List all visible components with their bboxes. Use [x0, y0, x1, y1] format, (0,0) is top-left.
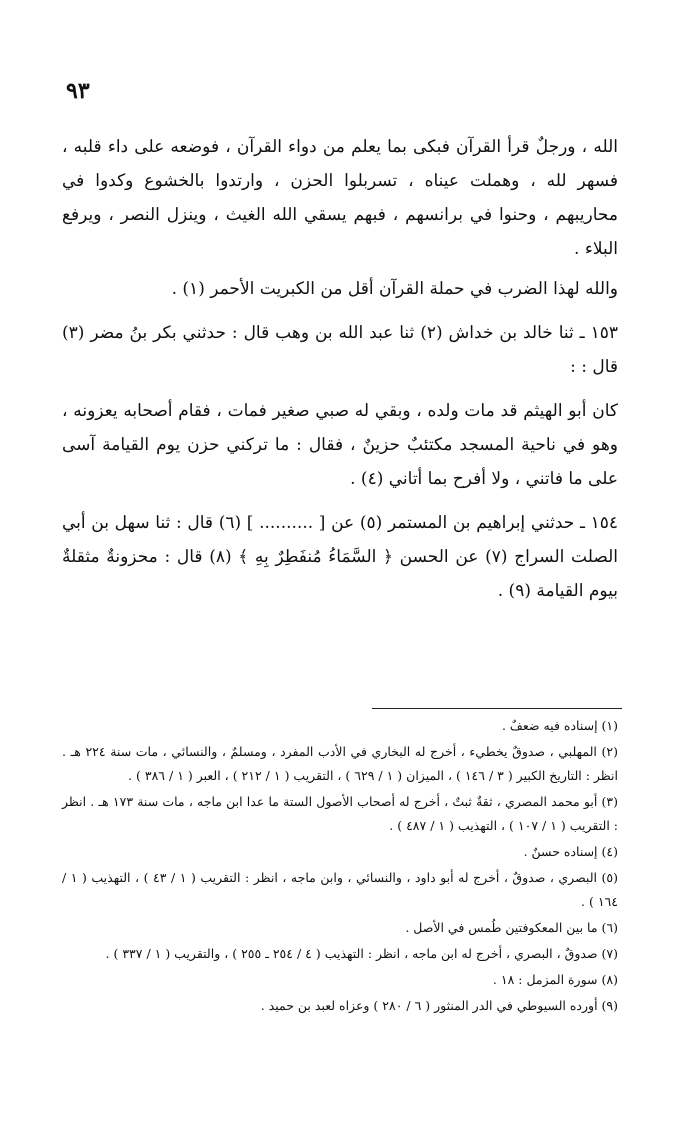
main-text	[62, 130, 618, 614]
footnote-1: (١) إسناده فيه ضعفٌ .	[501, 718, 618, 733]
page-number: ٩٣	[66, 78, 90, 104]
footnote-8: (٨) سورة المزمل : ١٨ .	[492, 972, 618, 987]
footnote-6: (٦) ما بين المعكوفتين طُمس في الأصل .	[405, 920, 618, 935]
paragraph-abu-al-haytham: كان أبو الهيثم قد مات ولده ، وبقي له صبي صغير فمات ، فقام أصحابه يعزونه ، وهو في ناحية المسجد مكتئبٌ حزينٌ ، فقال : ما تركني حزن يوم القيامة آسى على ما فاتني ، ولا أفرح بما أتاني (٤) .	[62, 401, 618, 489]
footnote-5: (٥) البصري ، صدوقٌ ، أخرج له أبو داود ، والنسائي ، وابن ماجه ، انظر : التقريب ( ١ / ٤٣ ) ، التهذيب ( ١ / ١٦٤ ) .	[62, 870, 618, 909]
hadith-153: ١٥٣ ـ ثنا خالد بن خداش (٢) ثنا عبد الله بن وهب قال : حدثني بكر بنُ مضر (٣) قال : :	[62, 323, 618, 377]
footnote-3: (٣) أبو محمد المصري ، ثقةٌ ثبتٌ ، أخرج له أصحاب الأصول الستة ما عدا ابن ماجه ، مات سنة ١٧٣ هـ . انظر : التقريب ( ١ / ١٠٧ ) ، التهذيب ( ١ / ٤٨٧ ) .	[62, 794, 618, 833]
hadith-154: ١٥٤ ـ حدثني إبراهيم بن المستمر (٥) عن [ .......... ] (٦) قال : ثنا سهل بن أبي الصلت السراج (٧) عن الحسن ﴿ السَّمَاءُ مُنفَطِرٌ بِهِ ﴾ (٨) قال : محزونةٌ مثقلةٌ بيوم القيامة (٩) .	[62, 513, 619, 601]
footnote-4: (٤) إسناده حسنٌ .	[523, 844, 618, 859]
footnote-7: (٧) صدوقٌ ، البصري ، أخرج له ابن ماجه ، انظر : التهذيب ( ٤ / ٢٥٤ ـ ٢٥٥ ) ، والتقريب ( ١ / ٣٣٧ ) .	[105, 946, 618, 961]
paragraph-2: والله لهذا الضرب في حملة القرآن أقل من الكبريت الأحمر (١) .	[171, 279, 618, 299]
footnote-9: (٩) أورده السيوطي في الدر المنثور ( ٦ / ٢٨٠ ) وعزاه لعبد بن حميد .	[260, 998, 618, 1013]
footnote-2: (٢) المهلبي ، صدوقٌ يخطيء ، أخرج له البخاري في الأدب المفرد ، ومسلمٌ ، والنسائي ، مات سنة ٢٢٤ هـ . انظر : التاريخ الكبير ( ٣ / ١٤٦ ) ، الميزان ( ١ / ٦٢٩ ) ، التقريب ( ١ / ٢١٢ ) ، العبر ( ١ / ٣٨٦ ) .	[62, 744, 618, 783]
footnotes	[62, 714, 618, 1020]
footnote-divider	[372, 708, 622, 709]
paragraph-1: الله ، ورجلٌ قرأ القرآن فبكى بما يعلم من دواء القرآن ، فوضعه على داء قلبه ، فسهر لله ، وهملت عيناه ، تسربلوا الحزن ، وارتدوا بالخشوع وكدوا في محاريبهم ، وحنوا في برانسهم ، فبهم يسقي الله الغيث ، وينزل النصر ، ويرفع البلاء .	[62, 137, 618, 259]
